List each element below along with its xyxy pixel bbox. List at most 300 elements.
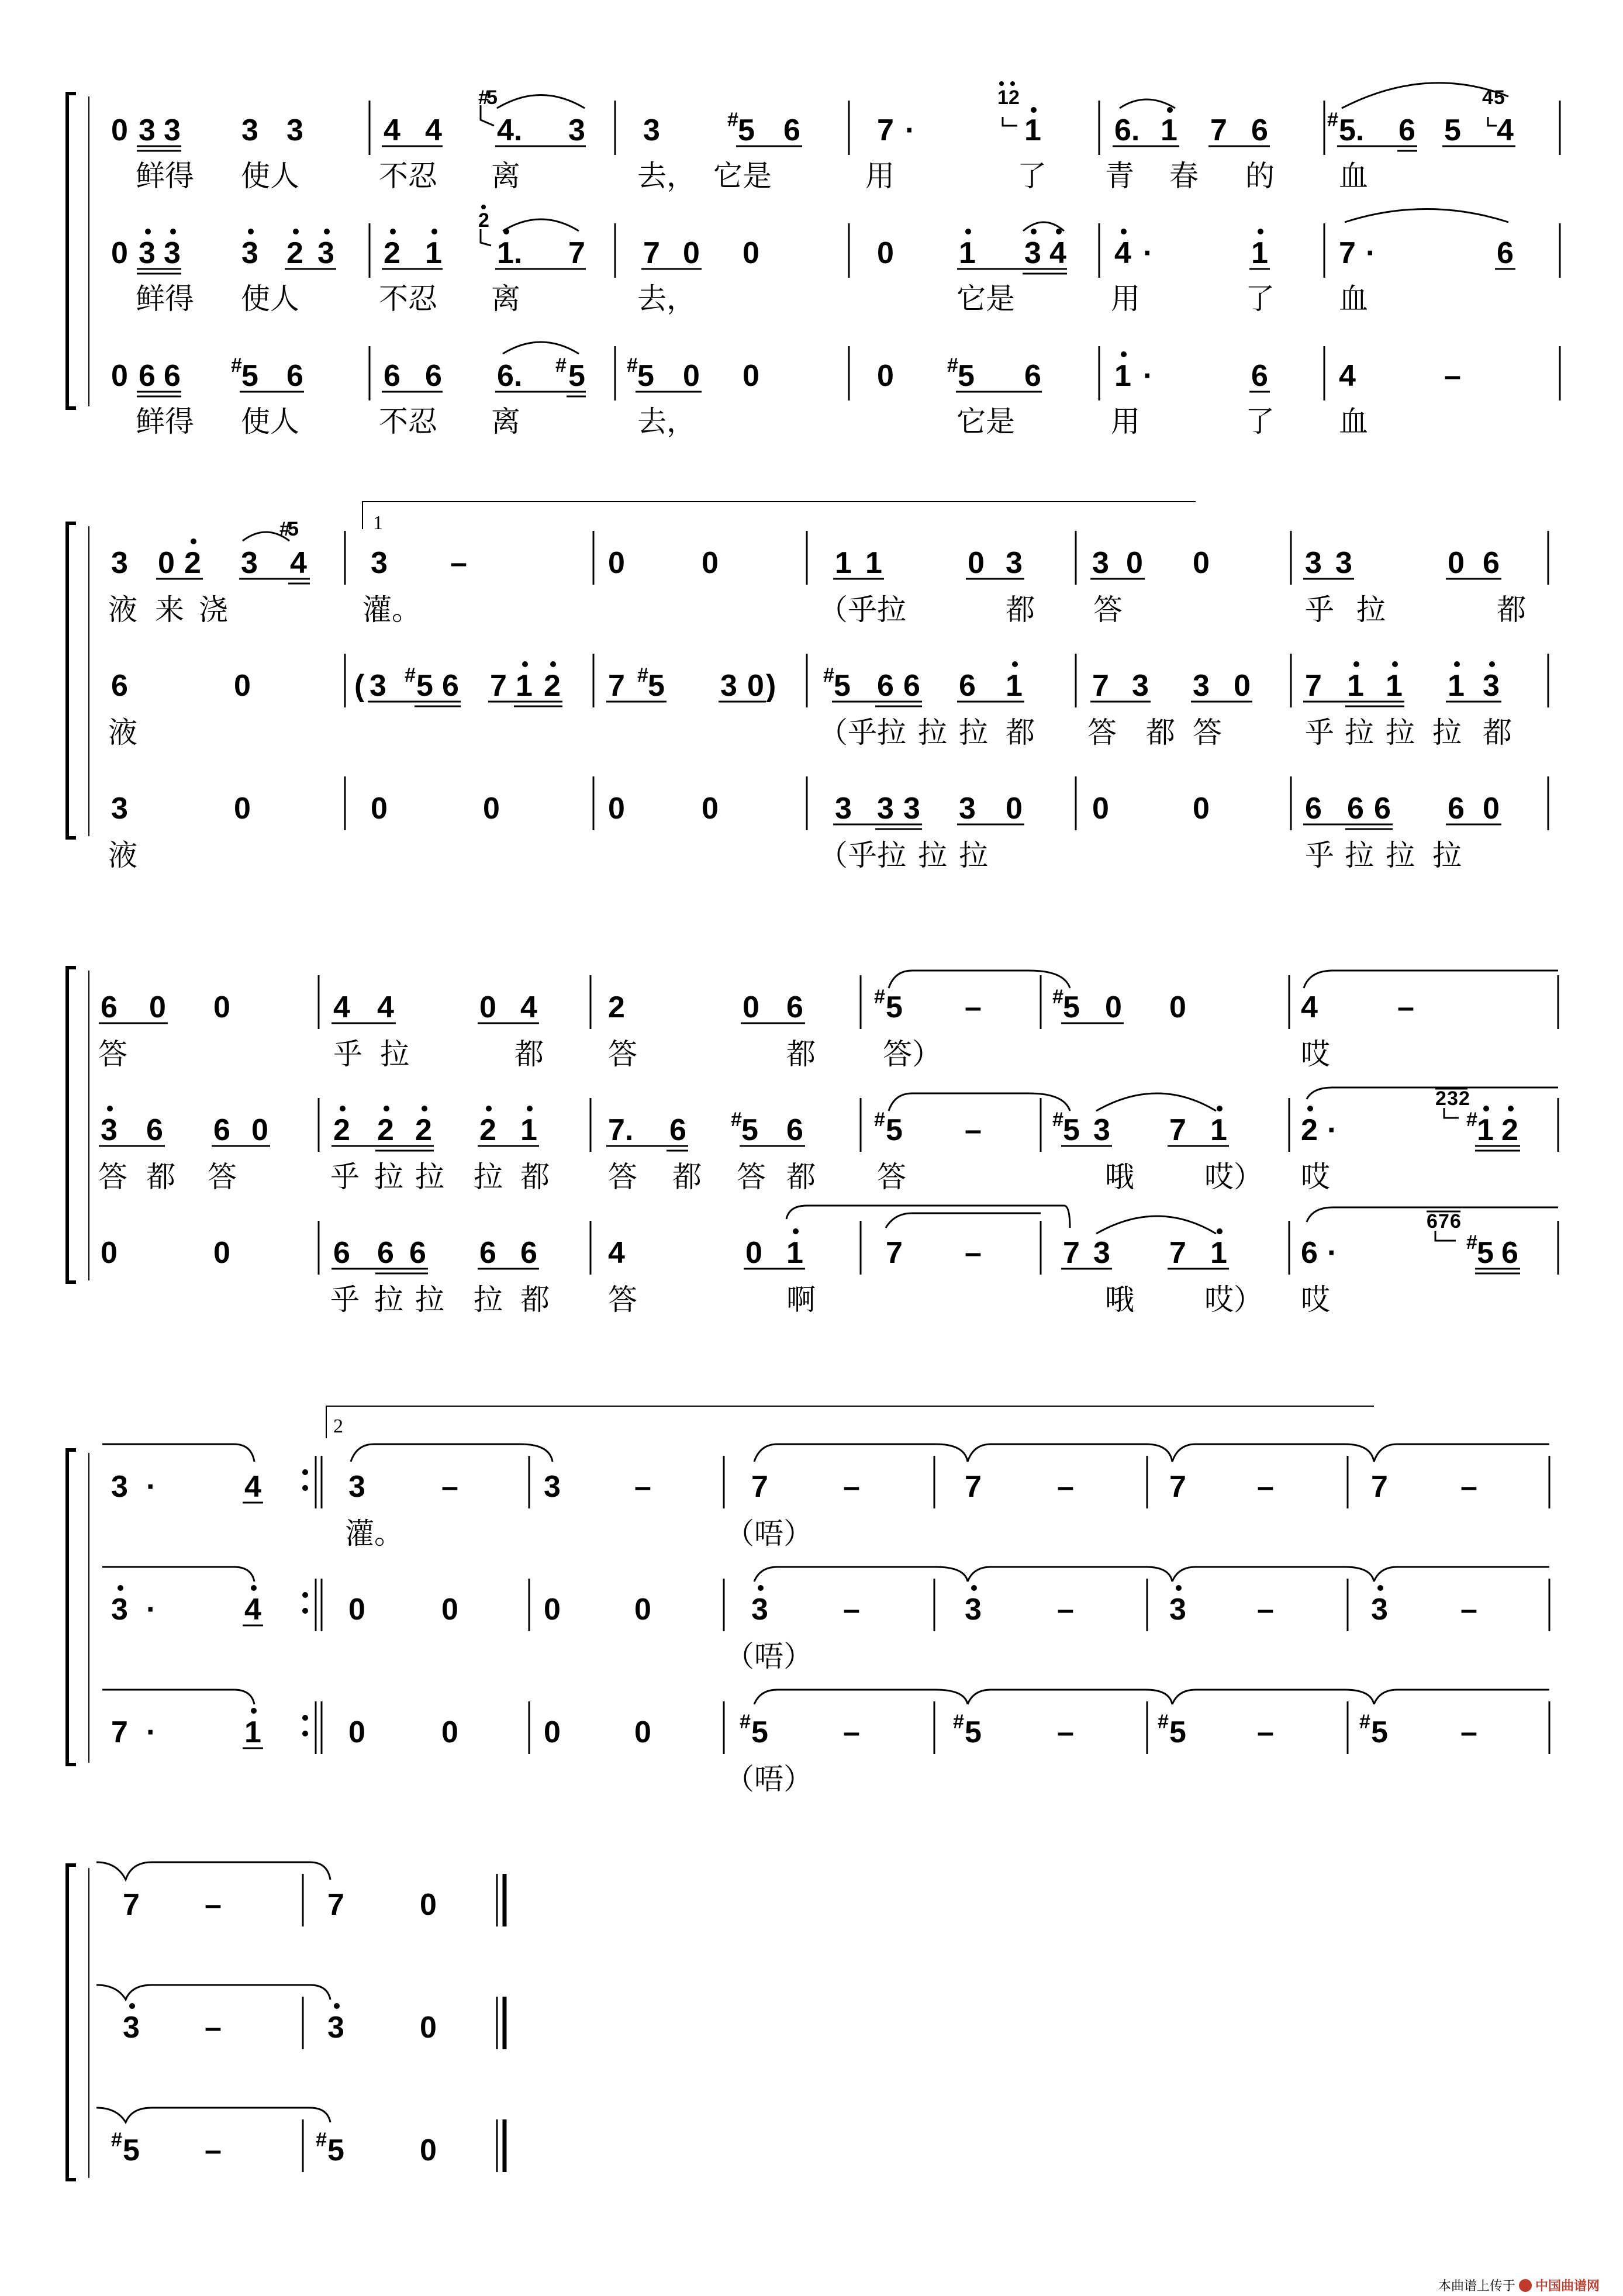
svg-text:6: 6 — [1305, 792, 1322, 826]
svg-text:3: 3 — [139, 113, 156, 147]
svg-text:都: 都 — [146, 1161, 175, 1193]
svg-text:拉: 拉 — [1386, 716, 1415, 749]
svg-text:1: 1 — [835, 546, 852, 580]
svg-text:都: 都 — [786, 1038, 816, 1071]
svg-text:0: 0 — [683, 236, 700, 270]
svg-text:7: 7 — [1371, 1470, 1388, 1504]
svg-text:6: 6 — [1450, 1210, 1461, 1232]
repeat-dots — [302, 1469, 308, 1736]
svg-text:7: 7 — [1063, 1236, 1080, 1270]
svg-text:–: – — [205, 2133, 222, 2167]
svg-text:6: 6 — [442, 669, 459, 703]
svg-text:7: 7 — [568, 236, 585, 270]
part-2-notes — [123, 2003, 437, 2045]
part-3-lyrics — [108, 839, 1462, 872]
svg-text:答: 答 — [98, 1038, 127, 1071]
svg-text:离: 离 — [491, 405, 520, 438]
svg-text:#: # — [279, 518, 291, 540]
svg-text:2: 2 — [478, 209, 489, 232]
svg-text:–: – — [441, 1470, 458, 1504]
svg-text:用: 用 — [1111, 405, 1140, 438]
svg-text:灌。: 灌。 — [362, 593, 421, 626]
svg-text:1: 1 — [1386, 669, 1403, 703]
svg-text:0: 0 — [111, 359, 128, 393]
svg-text:液: 液 — [108, 716, 137, 749]
svg-text:·: · — [1327, 1113, 1338, 1147]
svg-text:答: 答 — [98, 1161, 127, 1193]
svg-text:6: 6 — [111, 669, 128, 703]
system-bracket — [67, 94, 76, 408]
svg-text:拉: 拉 — [959, 839, 988, 872]
svg-text:5: 5 — [288, 518, 299, 540]
svg-text:3: 3 — [643, 113, 660, 147]
svg-text:#: # — [637, 664, 648, 686]
svg-text:用: 用 — [865, 160, 895, 192]
svg-text:2: 2 — [544, 669, 561, 703]
svg-text:（乎: （乎 — [819, 839, 877, 872]
svg-text:3: 3 — [835, 792, 852, 826]
svg-text:鲜得: 鲜得 — [136, 405, 194, 438]
svg-text:7: 7 — [327, 1888, 344, 1922]
volta-1 — [362, 502, 1196, 529]
svg-text:乎: 乎 — [330, 1283, 360, 1316]
part-2-lyrics — [98, 1161, 1330, 1193]
svg-text:血: 血 — [1339, 160, 1368, 192]
system-2 — [67, 502, 1548, 872]
svg-text:6: 6 — [1024, 359, 1041, 393]
svg-text:它是: 它是 — [713, 160, 772, 192]
svg-text:6: 6 — [783, 113, 800, 147]
svg-text:7: 7 — [111, 1715, 128, 1749]
barlines — [529, 1456, 1549, 1754]
svg-text:3: 3 — [965, 1593, 982, 1627]
svg-text:都: 都 — [520, 1283, 550, 1316]
svg-text:4: 4 — [1049, 236, 1066, 270]
svg-text:): ) — [766, 669, 776, 703]
svg-text:3: 3 — [139, 236, 156, 270]
svg-text:4.: 4. — [497, 113, 523, 147]
svg-text:2: 2 — [184, 546, 201, 580]
svg-text:3: 3 — [111, 1470, 128, 1504]
part-1-notes — [101, 986, 1414, 1024]
svg-text:2: 2 — [1459, 1087, 1470, 1110]
system-4 — [67, 1406, 1549, 1796]
svg-text:2: 2 — [415, 1113, 432, 1147]
svg-text:1: 1 — [865, 546, 882, 580]
svg-text:6: 6 — [1398, 113, 1415, 147]
svg-text:3: 3 — [164, 113, 181, 147]
svg-text:3: 3 — [123, 2011, 140, 2045]
svg-text:3: 3 — [544, 1470, 561, 1504]
svg-text:·: · — [146, 1470, 157, 1504]
svg-text:答: 答 — [608, 1161, 637, 1193]
part-2-notes — [111, 205, 1514, 270]
svg-text:6.: 6. — [497, 359, 523, 393]
svg-text:血: 血 — [1339, 282, 1368, 315]
svg-text:拉: 拉 — [877, 593, 906, 626]
svg-text:#: # — [947, 354, 958, 377]
svg-text:3: 3 — [1024, 236, 1041, 270]
svg-text:0: 0 — [348, 1715, 365, 1749]
svg-text:5: 5 — [738, 113, 755, 147]
svg-text:离: 离 — [491, 160, 520, 192]
svg-text:2: 2 — [479, 1113, 496, 1147]
site-brand-link[interactable]: 中国曲谱网 — [1535, 2278, 1600, 2293]
part-3-lyrics — [330, 1283, 1330, 1316]
svg-text:6: 6 — [1251, 113, 1268, 147]
part-2-beams — [137, 269, 1515, 274]
svg-text:0: 0 — [877, 359, 894, 393]
svg-text:0: 0 — [743, 990, 759, 1024]
svg-text:0: 0 — [1193, 546, 1210, 580]
svg-text:·: · — [1366, 236, 1376, 270]
svg-text:3: 3 — [164, 236, 181, 270]
svg-text:5: 5 — [741, 1113, 758, 1147]
svg-text:哎: 哎 — [1301, 1038, 1330, 1071]
svg-text:5: 5 — [886, 990, 903, 1024]
part-2-lyrics — [136, 282, 1368, 315]
svg-text:0: 0 — [683, 359, 700, 393]
svg-text:灌。: 灌。 — [345, 1517, 403, 1550]
part-1-lyrics — [98, 1038, 1330, 1071]
svg-text:4: 4 — [608, 1236, 625, 1270]
part-1-lyrics — [345, 1517, 813, 1550]
svg-text:啊: 啊 — [786, 1283, 816, 1316]
svg-text:哎: 哎 — [1301, 1283, 1330, 1316]
svg-text:6: 6 — [164, 359, 181, 393]
site-logo-icon — [1519, 2279, 1532, 2292]
svg-text:答: 答 — [208, 1161, 237, 1193]
svg-text:哎）: 哎） — [1204, 1161, 1263, 1193]
svg-text:3: 3 — [1093, 1113, 1110, 1147]
svg-text:7: 7 — [1169, 1236, 1186, 1270]
svg-text:不忍: 不忍 — [379, 282, 437, 315]
svg-text:1: 1 — [1477, 1113, 1494, 1147]
svg-text:#: # — [627, 354, 638, 377]
svg-text:3: 3 — [1132, 669, 1149, 703]
svg-text:0: 0 — [1105, 990, 1122, 1024]
svg-text:#: # — [1327, 109, 1338, 131]
svg-text:0: 0 — [1448, 546, 1465, 580]
svg-text:1: 1 — [1114, 359, 1131, 393]
svg-text:–: – — [1460, 1470, 1477, 1504]
svg-text:3: 3 — [327, 2011, 344, 2045]
part-3-slurs — [102, 1690, 1549, 1704]
svg-text:4: 4 — [1114, 236, 1131, 270]
svg-text:·: · — [1143, 236, 1154, 270]
svg-text:答: 答 — [1193, 716, 1222, 749]
svg-text:0: 0 — [608, 792, 625, 826]
svg-text:去，: 去， — [637, 160, 696, 192]
svg-text:6: 6 — [786, 1113, 803, 1147]
svg-text:拉: 拉 — [918, 716, 947, 749]
svg-text:6: 6 — [669, 1113, 686, 1147]
part-1-notes — [123, 1888, 437, 1922]
svg-text:5: 5 — [123, 2133, 140, 2167]
svg-text:5: 5 — [1169, 1715, 1186, 1749]
svg-text:#: # — [874, 986, 885, 1008]
part-1-slurs — [889, 971, 1558, 988]
svg-text:0: 0 — [634, 1715, 651, 1749]
svg-text:1: 1 — [516, 669, 533, 703]
svg-text:0: 0 — [441, 1715, 458, 1749]
svg-text:–: – — [634, 1470, 651, 1504]
svg-text:3: 3 — [1169, 1593, 1186, 1627]
part-3-beams — [331, 1211, 1520, 1273]
svg-text:0: 0 — [234, 669, 251, 703]
svg-text:6: 6 — [409, 1236, 426, 1270]
svg-text:7: 7 — [1092, 669, 1109, 703]
svg-text:2: 2 — [286, 236, 303, 270]
svg-text:答: 答 — [608, 1038, 637, 1071]
volta-2 — [326, 1406, 1374, 1438]
svg-text:6.: 6. — [1114, 113, 1140, 147]
svg-text:7: 7 — [1169, 1470, 1186, 1504]
svg-text:–: – — [843, 1470, 860, 1504]
svg-text:–: – — [965, 990, 982, 1024]
svg-text:–: – — [1057, 1593, 1074, 1627]
svg-text:鲜得: 鲜得 — [136, 160, 194, 192]
svg-text:–: – — [1057, 1715, 1074, 1749]
svg-text:4: 4 — [333, 990, 350, 1024]
svg-text:1: 1 — [997, 87, 1009, 109]
svg-text:#: # — [1052, 986, 1063, 1008]
svg-text:0: 0 — [1006, 792, 1023, 826]
svg-text:6: 6 — [1497, 236, 1514, 270]
svg-text:3: 3 — [903, 792, 920, 826]
part-2-beams — [368, 702, 1501, 706]
svg-text:#: # — [316, 2129, 327, 2151]
svg-text:5: 5 — [958, 359, 975, 393]
svg-text:3: 3 — [751, 1593, 768, 1627]
svg-text:0: 0 — [111, 236, 128, 270]
svg-text:1: 1 — [1251, 236, 1268, 270]
svg-text:7: 7 — [1210, 113, 1227, 147]
system-bracket — [67, 968, 76, 1282]
svg-text:#: # — [823, 664, 834, 686]
svg-text:–: – — [205, 1888, 222, 1922]
part-1-slur — [96, 1862, 330, 1880]
svg-text:0: 0 — [420, 2011, 437, 2045]
svg-text:1: 1 — [1347, 669, 1364, 703]
svg-text:7: 7 — [965, 1470, 982, 1504]
svg-text:0: 0 — [149, 990, 166, 1024]
part-3-notes — [111, 2129, 437, 2167]
svg-text:7: 7 — [608, 669, 625, 703]
part-2-lyrics — [725, 1640, 813, 1673]
svg-text:·: · — [146, 1593, 157, 1627]
svg-text:4: 4 — [244, 1593, 261, 1627]
svg-text:（唔）: （唔） — [725, 1517, 813, 1550]
svg-text:#: # — [231, 354, 242, 377]
svg-text:#: # — [1158, 1711, 1169, 1733]
svg-text:5: 5 — [416, 669, 433, 703]
svg-text:6: 6 — [1251, 359, 1268, 393]
svg-text:拉: 拉 — [415, 1161, 444, 1193]
svg-text:3: 3 — [1093, 1236, 1110, 1270]
svg-text:1: 1 — [425, 236, 442, 270]
svg-text:1: 1 — [1024, 113, 1041, 147]
svg-text:青: 青 — [1105, 160, 1134, 192]
svg-text:7: 7 — [123, 1888, 140, 1922]
svg-text:3: 3 — [370, 669, 386, 703]
svg-text:1: 1 — [1210, 1236, 1227, 1270]
svg-text:3: 3 — [317, 236, 334, 270]
svg-text:0: 0 — [348, 1593, 365, 1627]
svg-text:2: 2 — [384, 236, 400, 270]
svg-text:3: 3 — [371, 546, 388, 580]
part-1-lyrics — [108, 593, 1526, 626]
svg-text:哦: 哦 — [1105, 1283, 1134, 1316]
svg-text:0: 0 — [251, 1113, 268, 1147]
svg-text:0: 0 — [745, 1236, 762, 1270]
svg-text:答: 答 — [608, 1283, 637, 1316]
system-bracket — [67, 1865, 76, 2180]
svg-text:7: 7 — [1438, 1210, 1449, 1232]
svg-text:都: 都 — [1497, 593, 1526, 626]
svg-text:乎: 乎 — [1305, 716, 1334, 749]
svg-text:1: 1 — [520, 1113, 537, 1147]
svg-text:3: 3 — [1483, 669, 1500, 703]
svg-text:拉: 拉 — [1356, 593, 1386, 626]
svg-text:4: 4 — [520, 990, 537, 1024]
svg-text:3: 3 — [101, 1113, 118, 1147]
svg-text:4: 4 — [1482, 87, 1493, 109]
svg-text:拉: 拉 — [415, 1283, 444, 1316]
svg-text:5: 5 — [1444, 113, 1461, 147]
svg-text:2: 2 — [608, 990, 625, 1024]
system-3 — [67, 968, 1558, 1316]
svg-text:6: 6 — [425, 359, 442, 393]
svg-text:–: – — [1460, 1715, 1477, 1749]
svg-text:0: 0 — [371, 792, 388, 826]
svg-text:3: 3 — [1447, 1087, 1458, 1110]
svg-text:#: # — [1466, 1231, 1477, 1254]
svg-text:3: 3 — [720, 669, 737, 703]
svg-text:6: 6 — [1347, 792, 1364, 826]
svg-text:乎: 乎 — [330, 1161, 360, 1193]
svg-text:答: 答 — [1087, 716, 1117, 749]
svg-text:3: 3 — [568, 113, 585, 147]
svg-text:6: 6 — [786, 990, 803, 1024]
svg-text:#: # — [740, 1711, 751, 1733]
svg-text:来: 来 — [155, 593, 184, 626]
svg-text:6: 6 — [1448, 792, 1465, 826]
svg-text:4: 4 — [377, 990, 394, 1024]
svg-text:6: 6 — [1501, 1236, 1518, 1270]
svg-text:拉: 拉 — [1432, 839, 1462, 872]
svg-text:0: 0 — [420, 2133, 437, 2167]
svg-text:#: # — [1052, 1109, 1063, 1131]
svg-text:6: 6 — [146, 1113, 163, 1147]
svg-text:0: 0 — [968, 546, 985, 580]
svg-text:0: 0 — [743, 236, 759, 270]
svg-text:–: – — [1444, 359, 1461, 393]
svg-text:6: 6 — [139, 359, 156, 393]
svg-text:#: # — [1466, 1109, 1477, 1131]
svg-text:0: 0 — [420, 1888, 437, 1922]
part-3-lyrics — [136, 405, 1368, 438]
svg-text:用: 用 — [1111, 282, 1140, 315]
svg-text:拉: 拉 — [1345, 839, 1374, 872]
upload-credit-text: 本曲谱上传于 — [1438, 2278, 1515, 2293]
svg-text:液: 液 — [108, 593, 137, 626]
svg-text:7: 7 — [751, 1470, 768, 1504]
svg-text:1: 1 — [1210, 1113, 1227, 1147]
svg-text:4: 4 — [244, 1470, 261, 1504]
svg-text:#: # — [874, 1109, 885, 1131]
svg-text:3: 3 — [286, 113, 303, 147]
barlines — [319, 975, 1558, 1275]
svg-text:#: # — [405, 664, 416, 686]
svg-text:6: 6 — [333, 1236, 350, 1270]
svg-text:–: – — [1397, 990, 1414, 1024]
svg-text:0: 0 — [702, 792, 719, 826]
svg-text:了: 了 — [1245, 405, 1275, 438]
part-1-beams — [156, 579, 1501, 584]
svg-text:#: # — [478, 87, 489, 109]
svg-text:6: 6 — [377, 1236, 394, 1270]
svg-text:0: 0 — [544, 1593, 561, 1627]
svg-text:（唔）: （唔） — [725, 1640, 813, 1673]
svg-text:2: 2 — [333, 1113, 350, 1147]
svg-text:6: 6 — [877, 669, 894, 703]
svg-text:答: 答 — [737, 1161, 766, 1193]
svg-text:拉: 拉 — [877, 839, 906, 872]
svg-text:0: 0 — [101, 1236, 118, 1270]
svg-text:·: · — [1327, 1236, 1338, 1270]
part-2-lyrics — [108, 716, 1512, 749]
svg-text:1: 1 — [786, 1236, 803, 1270]
svg-text:3: 3 — [1092, 546, 1109, 580]
svg-text:1: 1 — [1006, 669, 1023, 703]
system-1 — [67, 81, 1560, 438]
svg-text:哎）: 哎） — [1204, 1283, 1263, 1316]
part-2-slurs — [102, 1567, 1549, 1582]
svg-text:3: 3 — [241, 546, 258, 580]
svg-text:去，: 去， — [637, 405, 696, 438]
svg-text:2: 2 — [1301, 1113, 1318, 1147]
svg-text:（乎: （乎 — [819, 593, 877, 626]
svg-text:1.: 1. — [497, 236, 523, 270]
svg-text:拉: 拉 — [918, 839, 947, 872]
svg-text:不忍: 不忍 — [379, 160, 437, 192]
svg-text:血: 血 — [1339, 405, 1368, 438]
svg-text:4: 4 — [1497, 113, 1514, 147]
svg-text:3: 3 — [111, 1593, 128, 1627]
svg-text:0: 0 — [158, 546, 175, 580]
system-bracket — [67, 1450, 76, 1765]
svg-text:都: 都 — [514, 1038, 544, 1071]
svg-text:0: 0 — [1483, 792, 1500, 826]
svg-text:5: 5 — [965, 1715, 982, 1749]
svg-text:6: 6 — [101, 990, 118, 1024]
svg-text:7: 7 — [490, 669, 507, 703]
svg-text:拉: 拉 — [374, 1283, 403, 1316]
svg-text:它是: 它是 — [956, 405, 1015, 438]
svg-text:7.: 7. — [608, 1113, 634, 1147]
volta-2-label: 2 — [333, 1415, 343, 1437]
svg-text:0: 0 — [1126, 546, 1143, 580]
svg-text:–: – — [843, 1593, 860, 1627]
svg-text:–: – — [450, 546, 467, 580]
svg-text:7: 7 — [643, 236, 660, 270]
svg-text:0: 0 — [234, 792, 251, 826]
svg-text:7: 7 — [1169, 1113, 1186, 1147]
svg-text:#: # — [953, 1711, 964, 1733]
svg-text:3: 3 — [1305, 546, 1322, 580]
svg-text:#: # — [111, 2129, 122, 2151]
